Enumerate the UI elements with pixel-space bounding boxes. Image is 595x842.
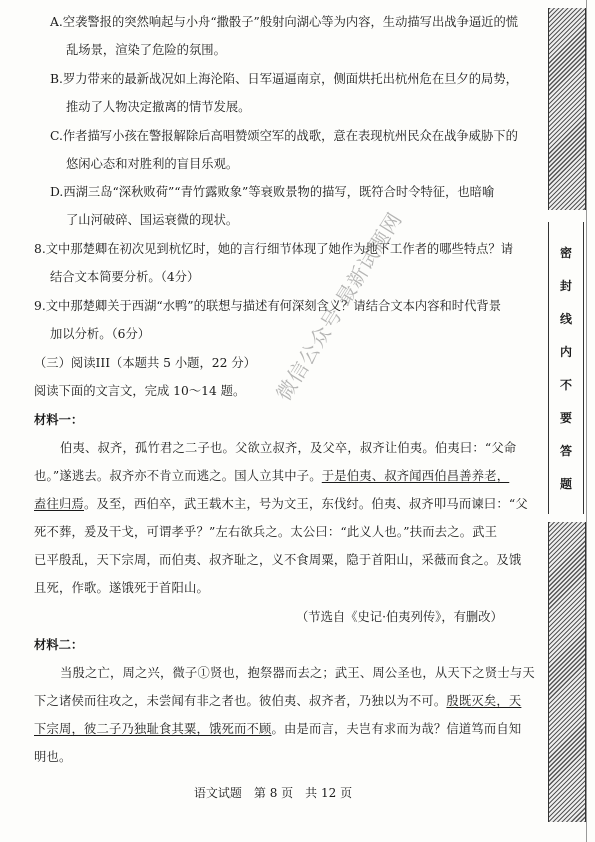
material-1-line3	[34, 496, 528, 512]
section-heading: （三）阅读III（本题共 5 小题，22 分）	[34, 356, 256, 370]
page-footer: 语文试题 第 8 页 共 12 页	[193, 786, 353, 800]
underlined-sentence-1b: 盍往归焉	[34, 497, 84, 511]
binding-char: 封	[559, 279, 572, 293]
material-2-line3-text: 。由是而言，夫岂有求而为哉？信道笃而自知	[271, 722, 522, 736]
option-d-line2: 了山河破碎、国运衰微的现状。	[66, 213, 239, 227]
material-2-label: 材料二：	[34, 637, 84, 652]
material-2-line2	[34, 693, 521, 709]
material-1-line5: 已平殷乱，天下宗周，而伯夷、叔齐耻之，义不食周粟，隐于首阳山，采薇而食之。及饿	[34, 553, 522, 567]
material-1-line2	[34, 468, 509, 484]
material-2-line1: 当殷之亡，周之兴，微子①贤也，抱祭器而去之；武王、周公圣也，从天下之贤士与天	[60, 666, 535, 680]
underlined-sentence-1a: 于是伯夷、叔齐闻西伯昌善养老，	[321, 469, 510, 483]
binding-char: 不	[559, 378, 572, 392]
binding-seal-text	[548, 222, 584, 514]
material-2-line3	[34, 721, 521, 737]
section-instruction: 阅读下面的文言文，完成 10～14 题。	[34, 384, 246, 398]
option-a-line2: 乱场景，渲染了危险的氛围。	[66, 43, 226, 57]
material-1-line3-text: 。及至，西伯卒，武王载木主，号为文王，东伐纣。伯夷、叔齐叩马而谏曰：“父	[84, 497, 528, 511]
binding-char: 线	[559, 312, 572, 326]
material-1-line1: 伯夷、叔齐，孤竹君之二子也。父欲立叔齐，及父卒，叔齐让伯夷。伯夷曰：“父命	[60, 441, 517, 455]
material-1-line6: 且死，作歌。遂饿死于首阳山。	[34, 581, 209, 595]
underlined-sentence-2b: 下宗周，彼二子乃独耻食其粟，饿死而不顾	[34, 722, 272, 736]
material-1-label: 材料一：	[34, 412, 84, 427]
question-8-line1: 8.文中那楚卿在初次见到杭忆时，她的言行细节体现了她作为地下工作者的哪些特点？请	[34, 242, 514, 256]
material-2-line2-text: 下之诸侯而往攻之，未尝闻有非之者也。彼伯夷、叔齐者，乃独以为不可。	[34, 694, 447, 708]
binding-char: 答	[559, 444, 572, 458]
option-a-line1: A.空袭警报的突然响起与小舟“撒骰子”般射向湖心等为内容，生动描写出战争逼近的慌	[50, 15, 519, 29]
option-b-line2: 推动了人物决定撤离的情节发展。	[66, 100, 251, 114]
watermark: 微信公众号 最新试题网	[271, 207, 407, 405]
option-b-line1: B.罗力带来的最新战况如上海沦陷、日军逼逼南京，侧面烘托出杭州危在旦夕的局势，	[50, 72, 518, 86]
material-1-line2-text: 也。”遂逃去。叔齐亦不肯立而逃之。国人立其中子。	[34, 469, 322, 483]
binding-hatch-top	[548, 8, 586, 210]
option-c-line2: 悠闲心态和对胜利的盲目乐观。	[66, 157, 239, 171]
question-9-line2: 加以分析。（6分）	[50, 327, 151, 341]
binding-char: 密	[559, 246, 572, 260]
question-9-line1: 9.文中那楚卿关于西湖“水鸭”的联想与描述有何深刻含义？请结合文本内容和时代背景	[34, 299, 501, 313]
binding-char: 内	[559, 345, 572, 359]
material-1-source: （节选自《史记·伯夷列传》，有删改）	[296, 610, 503, 624]
binding-char: 题	[559, 477, 572, 491]
material-1-line4: 死不葬，爰及干戈，可谓孝乎？”左右欲兵之。太公曰：“此义人也。”扶而去之。武王	[34, 525, 498, 539]
material-2-line4: 明也。	[34, 750, 72, 764]
option-d-line1: D.西湖三岛“深秋败荷”“青竹露败象”等衰败景物的描写，既符合时令特征，也暗喻	[50, 185, 495, 199]
binding-char: 要	[559, 411, 572, 425]
binding-hatch-bottom	[548, 522, 586, 822]
option-c-line1: C.作者描写小孩在警报解除后高唱赞颂空军的战歌，意在表现杭州民众在战争威胁下的	[50, 129, 518, 143]
question-8-line2: 结合文本简要分析。（4分）	[50, 270, 200, 284]
page-edge-line	[586, 0, 587, 842]
underlined-sentence-2a: 殷既灭矣，天	[446, 694, 522, 708]
